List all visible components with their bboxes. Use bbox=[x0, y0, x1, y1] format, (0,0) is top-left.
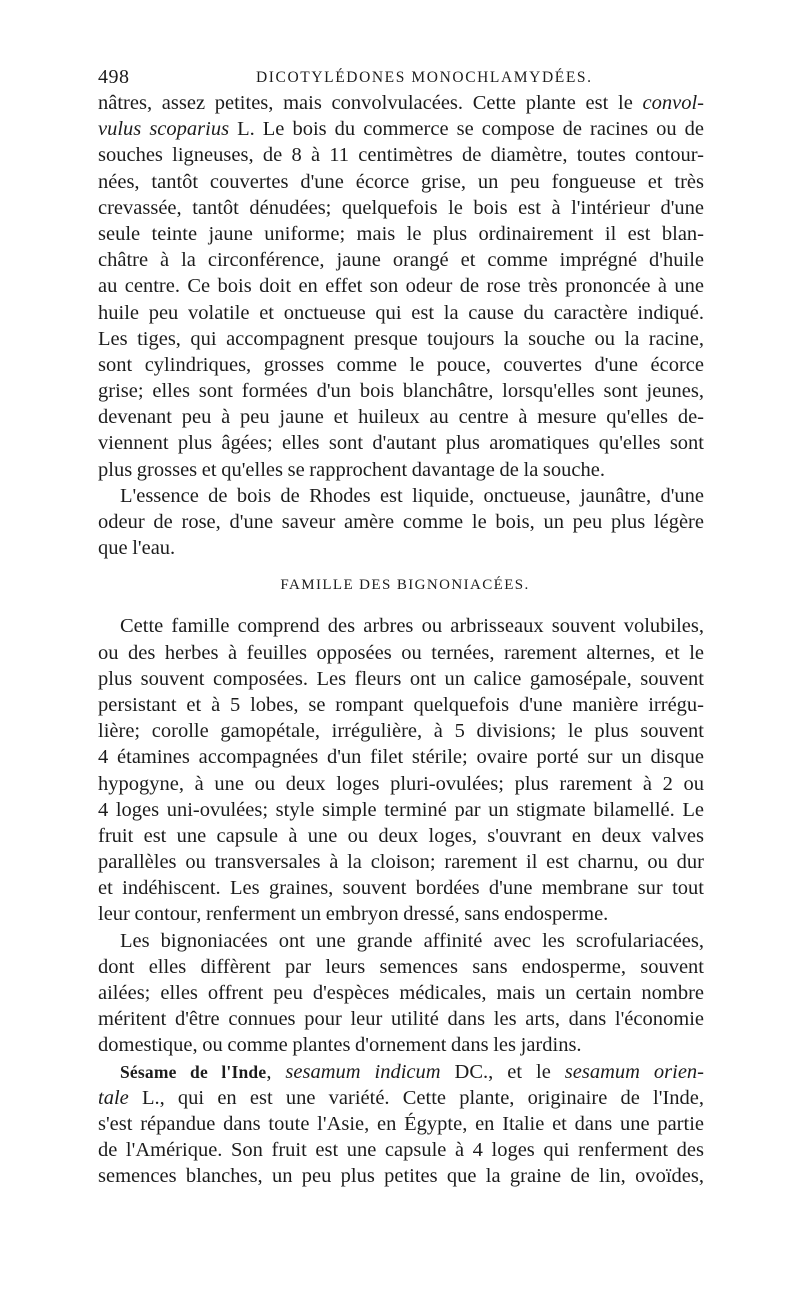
text-line: méritent d'être connues pour leur utilité dans les arts, dans l'économie bbox=[98, 1008, 704, 1031]
text-line: sont cylindriques, grosses comme le pouce, couvertes d'une écorce bbox=[98, 353, 704, 376]
text-line: Cette famille comprend des arbres ou arbrisseaux souvent volubiles, bbox=[120, 615, 704, 638]
text-line: Les tiges, qui accompagnent presque toujours la souche ou la racine, bbox=[98, 327, 704, 350]
text-line: tale L., qui en est une variété. Cette plante, originaire de l'Inde, bbox=[98, 1086, 704, 1109]
text-line: nâtres, assez petites, mais convolvulacées. Cette plante est le convol- bbox=[98, 92, 704, 114]
text-line: semences blanches, un peu plus petites que la graine de lin, ovoïdes, bbox=[98, 1165, 704, 1188]
text-line: ou des herbes à feuilles opposées ou ternées, rarement alternes, et le bbox=[98, 641, 704, 664]
text-line: viennent plus âgées; elles sont d'autant plus aromatiques qu'elles sont bbox=[98, 432, 704, 455]
text-line: que l'eau. bbox=[98, 537, 176, 560]
text-line: devenant peu à peu jaune et huileux au centre à mesure qu'elles de- bbox=[98, 406, 704, 429]
entry-heading: Sésame de l'Inde bbox=[120, 1061, 267, 1082]
paragraph-rhodes-essence bbox=[98, 483, 704, 562]
text-line: de l'Amérique. Son fruit est une capsule à 4 loges qui renferment des bbox=[98, 1139, 704, 1162]
text-line: seule teinte jaune uniforme; mais le plus ordinairement il est blan- bbox=[98, 222, 704, 245]
paragraph-family-affinity bbox=[98, 928, 704, 1059]
text-line: fruit est une capsule à une ou deux loges, s'ouvrant en deux valves bbox=[98, 824, 704, 847]
text-line: Sésame de l'Inde, sesamum indicum DC., et le sesamum orien- bbox=[120, 1060, 705, 1083]
text-line: domestique, ou comme plantes d'ornement dans les jardins. bbox=[98, 1034, 582, 1057]
text-line: au centre. Ce bois doit en effet son odeur de rose très prononcée à une bbox=[98, 275, 704, 298]
text-line: lière; corolle gamopétale, irrégulière, à 5 divisions; le plus souvent bbox=[98, 720, 704, 743]
running-head: DICOTYLÉDONES MONOCHLAMYDÉES. bbox=[256, 69, 593, 86]
paragraph-sesame bbox=[98, 1059, 704, 1190]
text-line: 4 loges uni-ovulées; style simple terminé par un stigmate bilamellé. Le bbox=[98, 798, 704, 821]
text-line: 4 étamines accompagnées d'un filet stérile; ovaire porté sur un disque bbox=[98, 746, 704, 769]
paragraph-rhodes-wood bbox=[98, 90, 704, 483]
text-line: crevassée, tantôt dénudées; quelquefois le bois est à l'intérieur d'une bbox=[98, 196, 704, 219]
text-line: nées, tantôt couvertes d'une écorce grise, un peu fongueuse et très bbox=[98, 170, 704, 193]
text-line: hypogyne, à une ou deux loges pluri-ovulées; plus rarement à 2 ou bbox=[98, 772, 704, 795]
text-line: châtre à la circonférence, jaune orangé et comme imprégné d'huile bbox=[98, 249, 704, 272]
text-line: vulus scoparius L. Le bois du commerce se compose de racines ou de bbox=[98, 118, 705, 141]
text-line: leur contour, renferment un embryon dressé, sans endosperme. bbox=[98, 903, 609, 926]
text-line: parallèles ou transversales à la cloison; rarement il est charnu, ou dur bbox=[98, 851, 704, 874]
text-line: Les bignoniacées ont une grande affinité avec les scrofulariacées, bbox=[120, 929, 704, 952]
text-line: et indéhiscent. Les graines, souvent bordées d'une membrane sur tout bbox=[98, 877, 704, 900]
page-number: 498 bbox=[98, 66, 130, 88]
text-line: s'est répandue dans toute l'Asie, en Égypte, en Italie et dans une partie bbox=[98, 1112, 704, 1135]
text-line: huile peu volatile et onctueuse qui est la cause du caractère indiqué. bbox=[98, 301, 704, 324]
paragraph-family-description bbox=[98, 613, 704, 927]
body-text bbox=[98, 90, 704, 1190]
section-title: FAMILLE DES BIGNONIACÉES. bbox=[280, 577, 530, 594]
text-line: plus grosses et qu'elles se rapprochent davantage de la souche. bbox=[98, 458, 605, 481]
text-line: odeur de rose, d'une saveur amère comme le bois, un peu plus légère bbox=[98, 511, 704, 533]
text-line: souches ligneuses, de 8 à 11 centimètres de diamètre, toutes contour- bbox=[98, 144, 704, 167]
text-line: dont elles diffèrent par leurs semences sans endosperme, souvent bbox=[98, 955, 704, 978]
text-line: persistant et à 5 lobes, se rompant quelquefois d'une manière irrégu- bbox=[98, 693, 704, 716]
text-line: ailées; elles offrent peu d'espèces médicales, mais un certain nombre bbox=[98, 982, 704, 1004]
text-line: plus souvent composées. Les fleurs ont un calice gamosépale, souvent bbox=[98, 667, 704, 690]
text-line: L'essence de bois de Rhodes est liquide, onctueuse, jaunâtre, d'une bbox=[120, 484, 704, 507]
text-line: grise; elles sont formées d'un bois blanchâtre, lorsqu'elles sont jeunes, bbox=[98, 380, 704, 403]
